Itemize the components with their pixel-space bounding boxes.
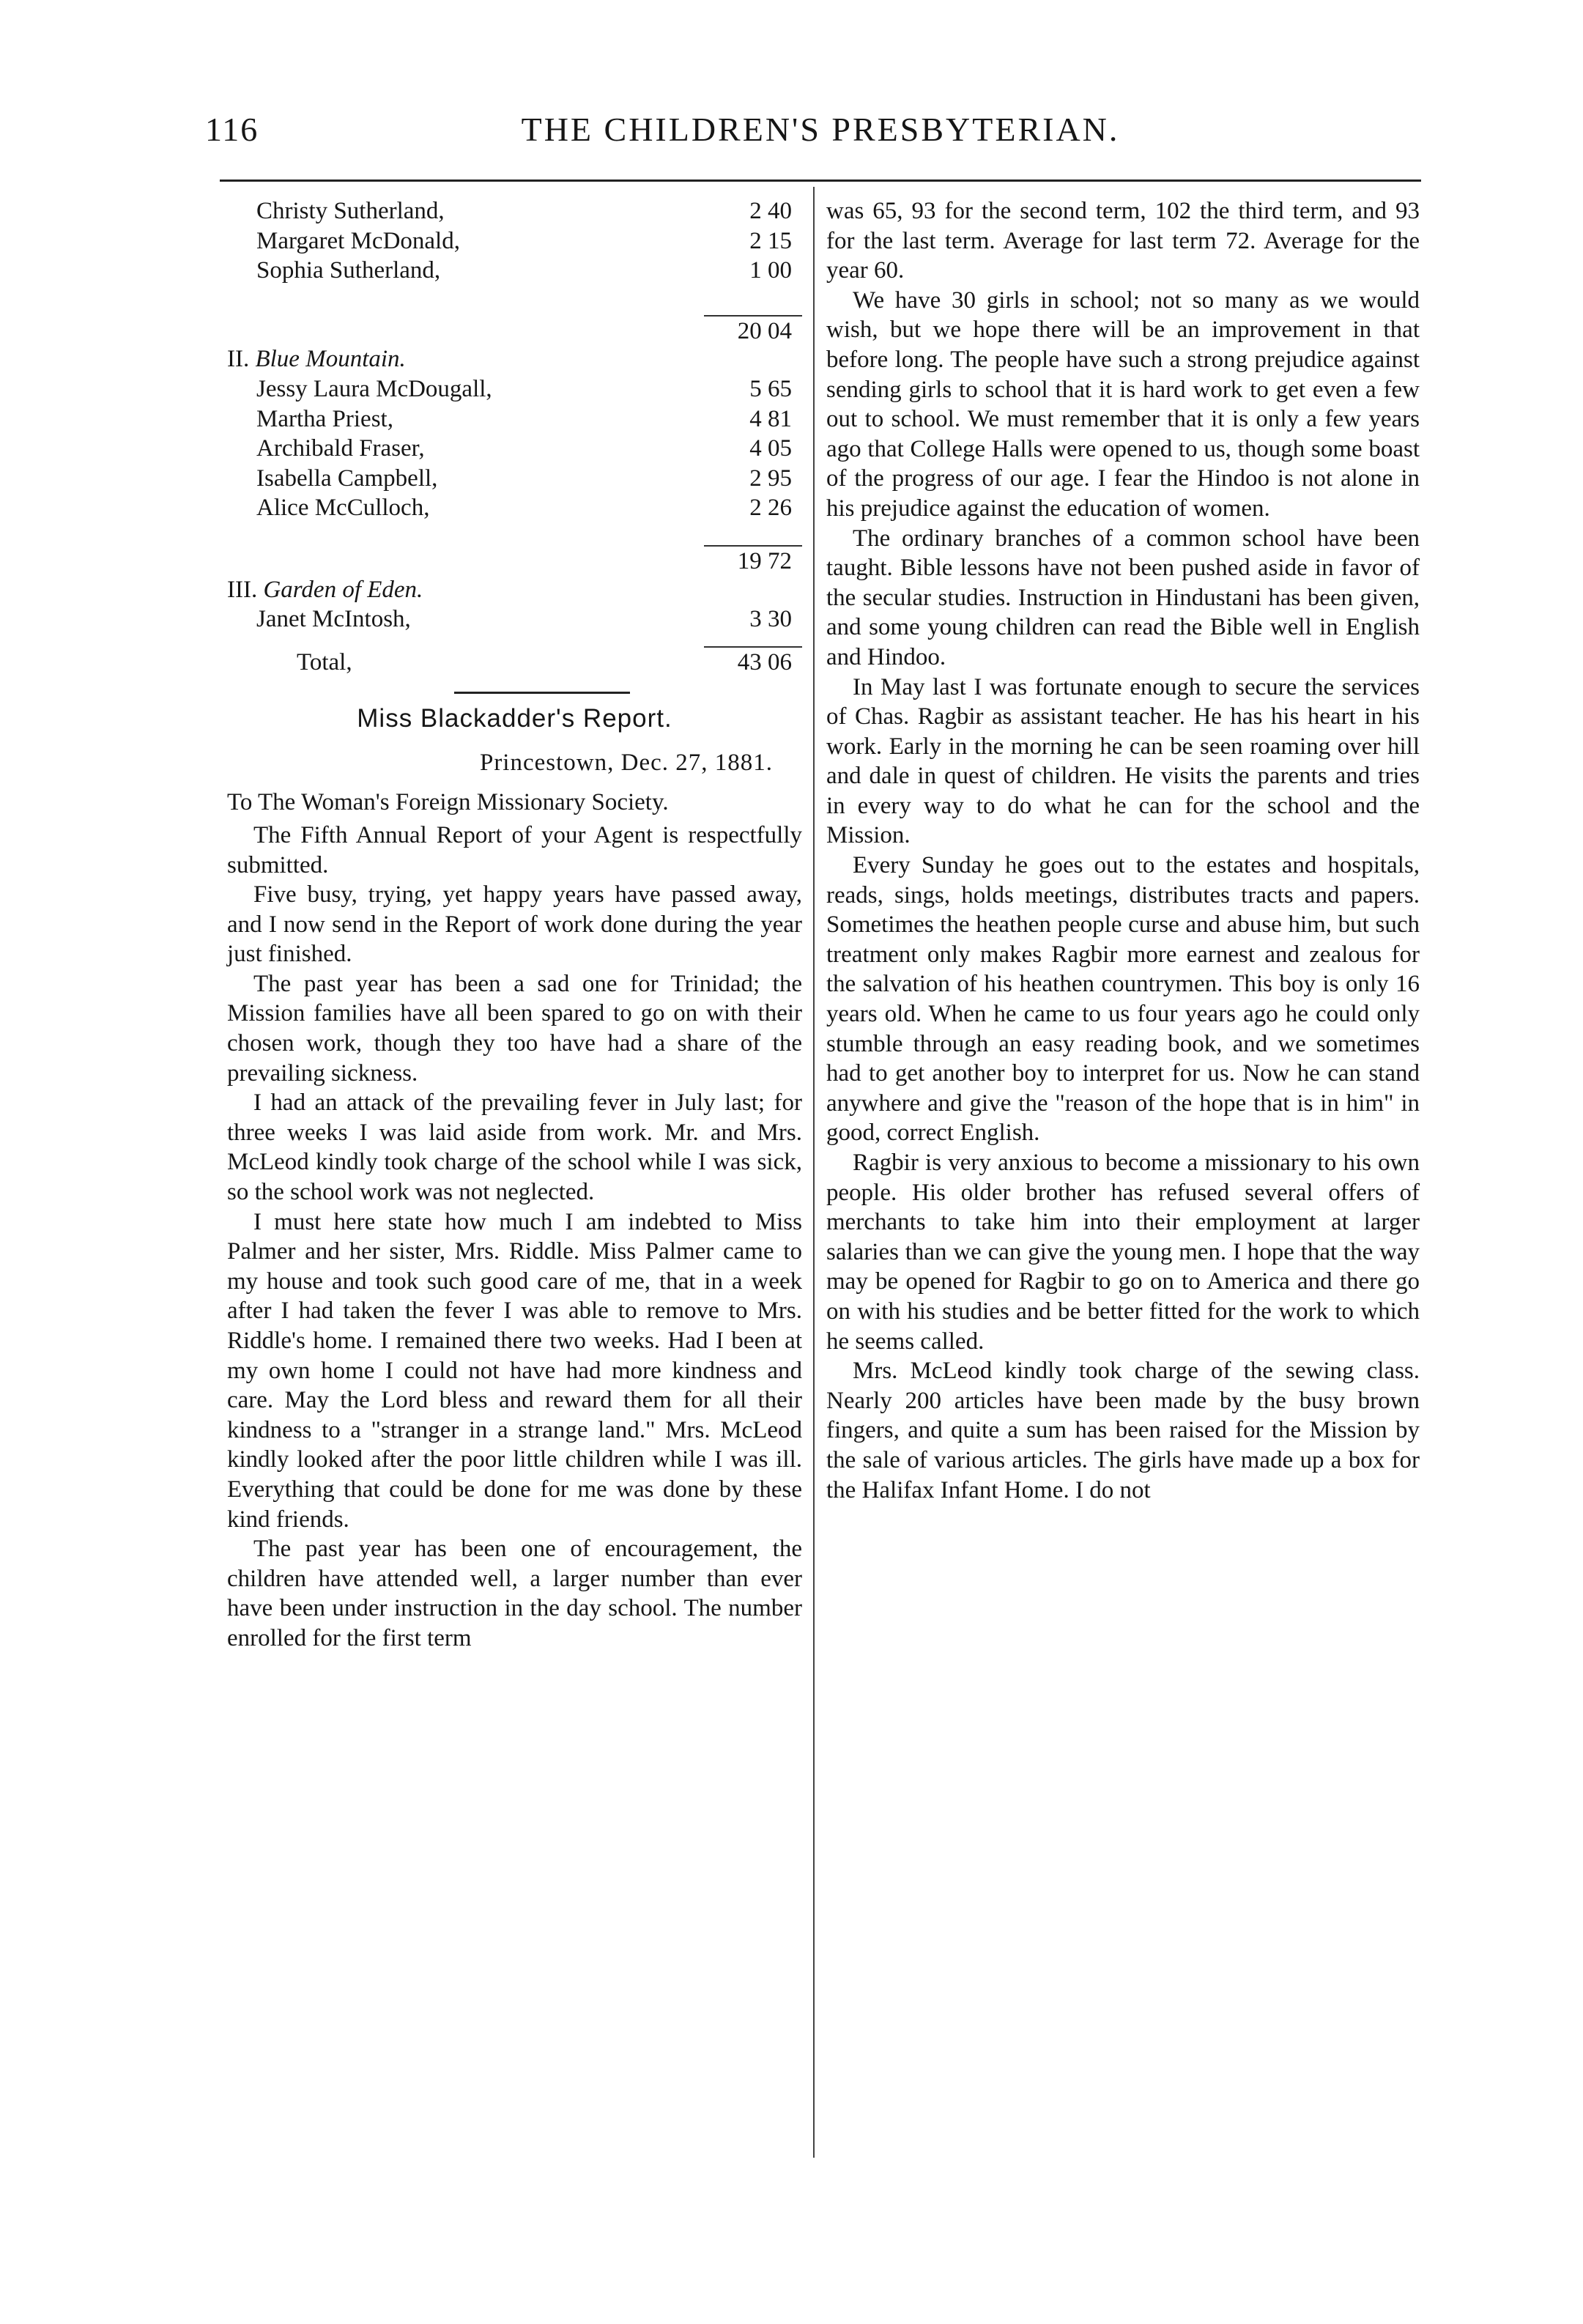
paragraph: I had an attack of the prevailing fever in July last; for three weeks I was laid aside from work. Mr. and Mrs. McLeod kindly took charge of the school while I was sick, so the school work was not neglected. [227, 1089, 802, 1206]
donor-name: Janet McIntosh, [256, 606, 411, 633]
paragraph: was 65, 93 for the second term, 102 the third term, and 93 for the last term. Average for last term 72. Average for the year 60. [826, 198, 1420, 284]
section-name: Garden of Eden. [263, 576, 423, 603]
paragraph: The Fifth Annual Report of your Agent is respectfully submitted. [227, 821, 802, 878]
subtotal-row [227, 315, 802, 345]
paragraph: I must here state how much I am indebted to Miss Palmer and her sister, Mrs. Riddle. Miss Palmer came to my house and took such good care of me, that in a week after I had taken the fever I was able to remove to Mrs. Riddle's home. I remained there two weeks. Had I been at my own home I could not have had more kindness and care. May the Lord bless and reward them for all their kindness to a "stranger in a strange land." Mrs. McLeod kindly looked after the poor little children while I was ill. Everything that could be done for me was done by these kind friends. [227, 1208, 802, 1533]
paragraph: The ordinary branches of a common school have been taught. Bible lessons have not been pushed aside in favor of the secular studies. Instruction in Hindustani has been given, and some young children can read the Bible well in English and Hindoo. [826, 525, 1420, 670]
donor-name: Sophia Sutherland, [256, 257, 441, 284]
report-title: Miss Blackadder's Report. [357, 703, 672, 733]
donor-amount: 1 00 [749, 257, 792, 284]
salutation: To The Woman's Foreign Missionary Society. [227, 789, 669, 816]
header-rule [220, 180, 1421, 182]
donor-row [227, 604, 802, 634]
paragraph: The past year has been one of encouragement, the children have attended well, a larger number than ever have been under instruction in the day school. The number enrolled for the first term [227, 1536, 802, 1651]
total-label: Total, [297, 648, 352, 676]
section-numeral: III. [227, 576, 258, 603]
paragraph: Five busy, trying, yet happy years have passed away, and I now send in the Report of work done during the year just finished. [227, 881, 802, 968]
right-column [826, 196, 1420, 1505]
donor-name: Alice McCulloch, [256, 495, 430, 522]
donor-name: Jessy Laura McDougall, [256, 375, 492, 402]
subtotal-value: 20 04 [704, 315, 802, 345]
donor-amount: 2 95 [749, 465, 792, 492]
subtotal-value: 19 72 [704, 545, 802, 575]
donor-amount: 2 15 [749, 227, 792, 254]
donor-name: Archibald Fraser, [256, 435, 425, 462]
running-title: THE CHILDREN'S PRESBYTERIAN. [521, 111, 1120, 148]
donor-name: Christy Sutherland, [256, 198, 445, 224]
paragraph: In May last I was fortunate enough to secure the services of Chas. Ragbir as assistant teacher. He has his heart in his work. Early in the morning he can be seen roaming over hill and dale in quest of children. He visits the parents and tries in every way to do what he can for the school and the Mission. [826, 673, 1420, 849]
paragraph: The past year has been a sad one for Trinidad; the Mission families have all been spared to go on with their chosen work, though they too have had a share of the prevailing sickness. [227, 970, 802, 1087]
donor-amount: 3 30 [749, 606, 792, 633]
paragraph: We have 30 girls in school; not so many as we would wish, but we hope there will be an improvement in that before long. The people have such a strong prejudice against sending girls to school that it is hard work to get even a few out to school. We must remember that it is only a few years ago that College Halls were opened to us, though some boast of the progress of our age. I fear the Hindoo is not alone in his prejudice against the education of women. [826, 286, 1420, 522]
section-name: Blue Mountain. [255, 346, 406, 373]
donor-name: Isabella Campbell, [256, 465, 438, 492]
donor-row [227, 404, 802, 434]
donor-row [227, 493, 802, 523]
donor-row [227, 464, 802, 494]
left-column [227, 196, 802, 1654]
donor-name: Martha Priest, [256, 405, 393, 432]
paragraph: Ragbir is very anxious to become a missionary to his own people. His older brother has refused several offers of merchants to take him into their employment at larger salaries than we can give the young men. I hope that the way may be opened for Ragbir to go on to America and there go on with his studies and be better fitted for the work to which he seems called. [826, 1150, 1420, 1355]
donor-amount: 2 26 [749, 495, 792, 522]
donor-amount: 2 40 [749, 198, 792, 224]
donor-row [227, 196, 802, 226]
section-heading [227, 575, 802, 605]
page-header [205, 110, 1436, 169]
donor-row [227, 374, 802, 404]
donor-row [227, 434, 802, 464]
donor-name: Margaret McDonald, [256, 227, 460, 254]
paragraph: Every Sunday he goes out to the estates and hospitals, reads, sings, holds meetings, distributes tracts and papers. Sometimes the heathen people curse and abuse him, but such treatment only makes Ragbir more earnest and zealous for the salvation of his heathen countrymen. This boy is only 16 years old. When he came to us four years ago he could only stumble through an easy reading book, and we sometimes had to get another boy to interpret for us. Now he can stand anywhere and give the "reason of the hope that is in him" in good, correct English. [826, 852, 1420, 1147]
dateline: Princestown, Dec. 27, 1881. [479, 750, 773, 777]
donor-amount: 4 81 [749, 405, 792, 432]
donor-amount: 5 65 [749, 375, 792, 402]
total-value: 43 06 [704, 646, 802, 678]
total-row [227, 646, 802, 681]
section-numeral: II. [227, 346, 250, 373]
paragraph: Mrs. McLeod kindly took charge of the sewing class. Nearly 200 articles have been made by the busy brown fingers, and quite a sum has been raised for the Mission by the sale of various articles. The girls have made up a box for the Halifax Infant Home. I do not [826, 1358, 1420, 1503]
donor-row [227, 226, 802, 256]
donor-amount: 4 05 [749, 435, 792, 462]
section-rule [454, 692, 630, 694]
subtotal-row [227, 545, 802, 575]
column-divider [813, 187, 815, 2158]
donor-row [227, 256, 802, 286]
section-heading [227, 344, 802, 374]
page-number: 116 [205, 111, 259, 148]
